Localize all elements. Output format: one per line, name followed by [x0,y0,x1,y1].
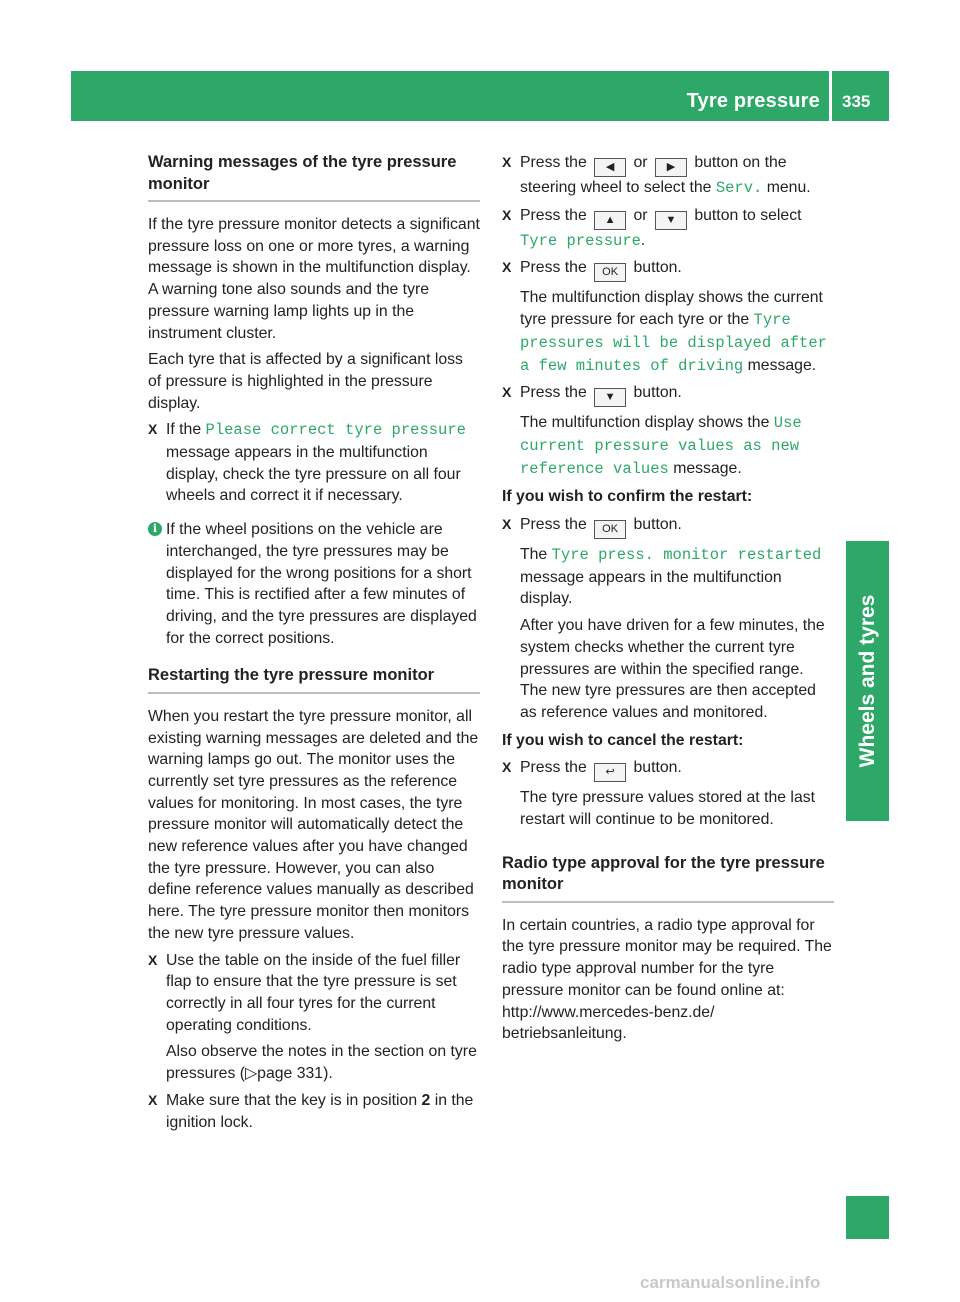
instruction-step: X Press the OK button. The multifunction display shows the current tyre pressure for each tyre or the Tyre pressures will be displayed after a few minutes of driving message. [502,259,827,375]
page-ref-link[interactable]: page 331 [257,1065,324,1083]
instruction-step: X Press the ▲ or ▼ button to select Tyre pressure. [502,206,802,250]
paragraph: If the tyre pressure monitor detects a significant pressure loss on one or more tyres, a warning message is shown in the multifunction display. A warning tone also sounds and the tyre pressure warning lamp lights up in the instrument cluster. [148,216,480,342]
subheading-cancel: If you wish to cancel the restart: [502,731,744,749]
display-message: Tyre pressure [520,231,641,250]
ok-key-icon: OK [594,520,626,539]
info-note: i If the wheel positions on the vehicle are interchanged, the tyre pressures may be displayed for the wrong positions for a short time. This is rectified after a few minutes of driving, and the tyre pressures are displayed for the correct positions. [148,519,480,649]
heading-warning-messages: Warning messages of the tyre pressure monitor [148,152,480,202]
section-marker [846,1196,889,1239]
ok-key-icon: OK [594,263,626,282]
instruction-step: X Press the OK button. The Tyre press. monitor restarted message appears in the multifunction display. After you have driven for a few minutes, the system checks whether the current tyre pressures are within the specified range. The new tyre pressures are then accepted as reference values and monitored. [502,516,825,721]
display-message: Use current pressure values as new reference values [520,414,802,478]
instruction-step: X Use the table on the inside of the fuel filler flap to ensure that the tyre pressure is set correctly in all four tyres for the current operating conditions. Also observe the notes in the section on tyre pressures (▷page 331). [148,950,480,1085]
heading-radio-approval: Radio type approval for the tyre pressure monitor [502,853,834,903]
section-tab-label: Wheels and tyres [856,594,879,768]
display-message: Tyre press. monitor restarted [551,546,822,565]
right-arrow-key-icon: ▶ [655,158,687,177]
step-marker-icon: X [502,516,512,533]
back-key-icon: ↩ [594,763,626,782]
step-marker-icon: X [148,1091,158,1108]
instruction-step: X Press the ◀ or ▶ button on the steering wheel to select the Serv. menu. [502,154,811,197]
section-tab [846,541,889,821]
down-arrow-key-icon: ▼ [655,211,687,230]
watermark: carmanualsonline.info [640,1273,821,1292]
paragraph: In certain countries, a radio type approval for the tyre pressure monitor may be required. The radio type approval number for the tyre pressure monitor can be found online at: http://www.mercedes-benz.de/ betriebsanleitung. [502,916,832,1043]
step-marker-icon: X [502,154,512,170]
instruction-step: X Press the ▼ button. The multifunction display shows the Use current pressure values as new reference values message. [502,384,802,478]
display-message: Serv. [715,179,763,197]
page-number: 335 [842,92,871,111]
page-title: Tyre pressure [686,90,820,112]
right-column [502,152,834,1050]
step-marker-icon: X [502,759,512,776]
heading-restarting: Restarting the tyre pressure monitor [148,665,480,694]
step-marker-icon: X [148,951,158,968]
instruction-step: X Press the ↩ button. The tyre pressure values stored at the last restart will continue to be monitored. [502,759,816,829]
instruction-step: X Make sure that the key is in position 2 in the ignition lock. [148,1091,474,1131]
step-marker-icon: X [502,259,512,276]
info-icon: i [148,522,162,536]
left-arrow-key-icon: ◀ [594,158,626,177]
step-marker-icon: X [502,206,512,223]
page-ref-arrow-icon: ▷ [245,1065,258,1083]
step-marker-icon: X [148,421,158,438]
left-column [148,152,480,1138]
display-message: Tyre pressures will be displayed after a few minutes of driving [520,311,827,375]
up-arrow-key-icon: ▲ [594,211,626,230]
down-arrow-key-icon: ▼ [594,388,626,407]
instruction-step: X If the Please correct tyre pressure message appears in the multifunction display, check the tyre pressure on all four wheels and correct it if necessary. [148,421,466,505]
cross-reference: Also observe the notes in the section on tyre pressures (▷page 331). [166,1043,477,1083]
subheading-confirm: If you wish to confirm the restart: [502,488,753,506]
paragraph: When you restart the tyre pressure monitor, all existing warning messages are deleted and the warning lamps go out. The monitor uses the currently set tyre pressures as the reference values for monitoring. In most cases, the tyre pressure monitor will automatically detect the new reference values after you have changed the tyre pressure. However, you can also define reference values manually as described here. The tyre pressure monitor then monitors the new tyre pressure values. [148,707,479,942]
step-marker-icon: X [502,384,512,401]
paragraph: Each tyre that is affected by a significant loss of pressure is highlighted in the pressure display. [148,351,463,412]
display-message: Please correct tyre pressure [205,421,466,440]
header-divider [829,71,832,121]
